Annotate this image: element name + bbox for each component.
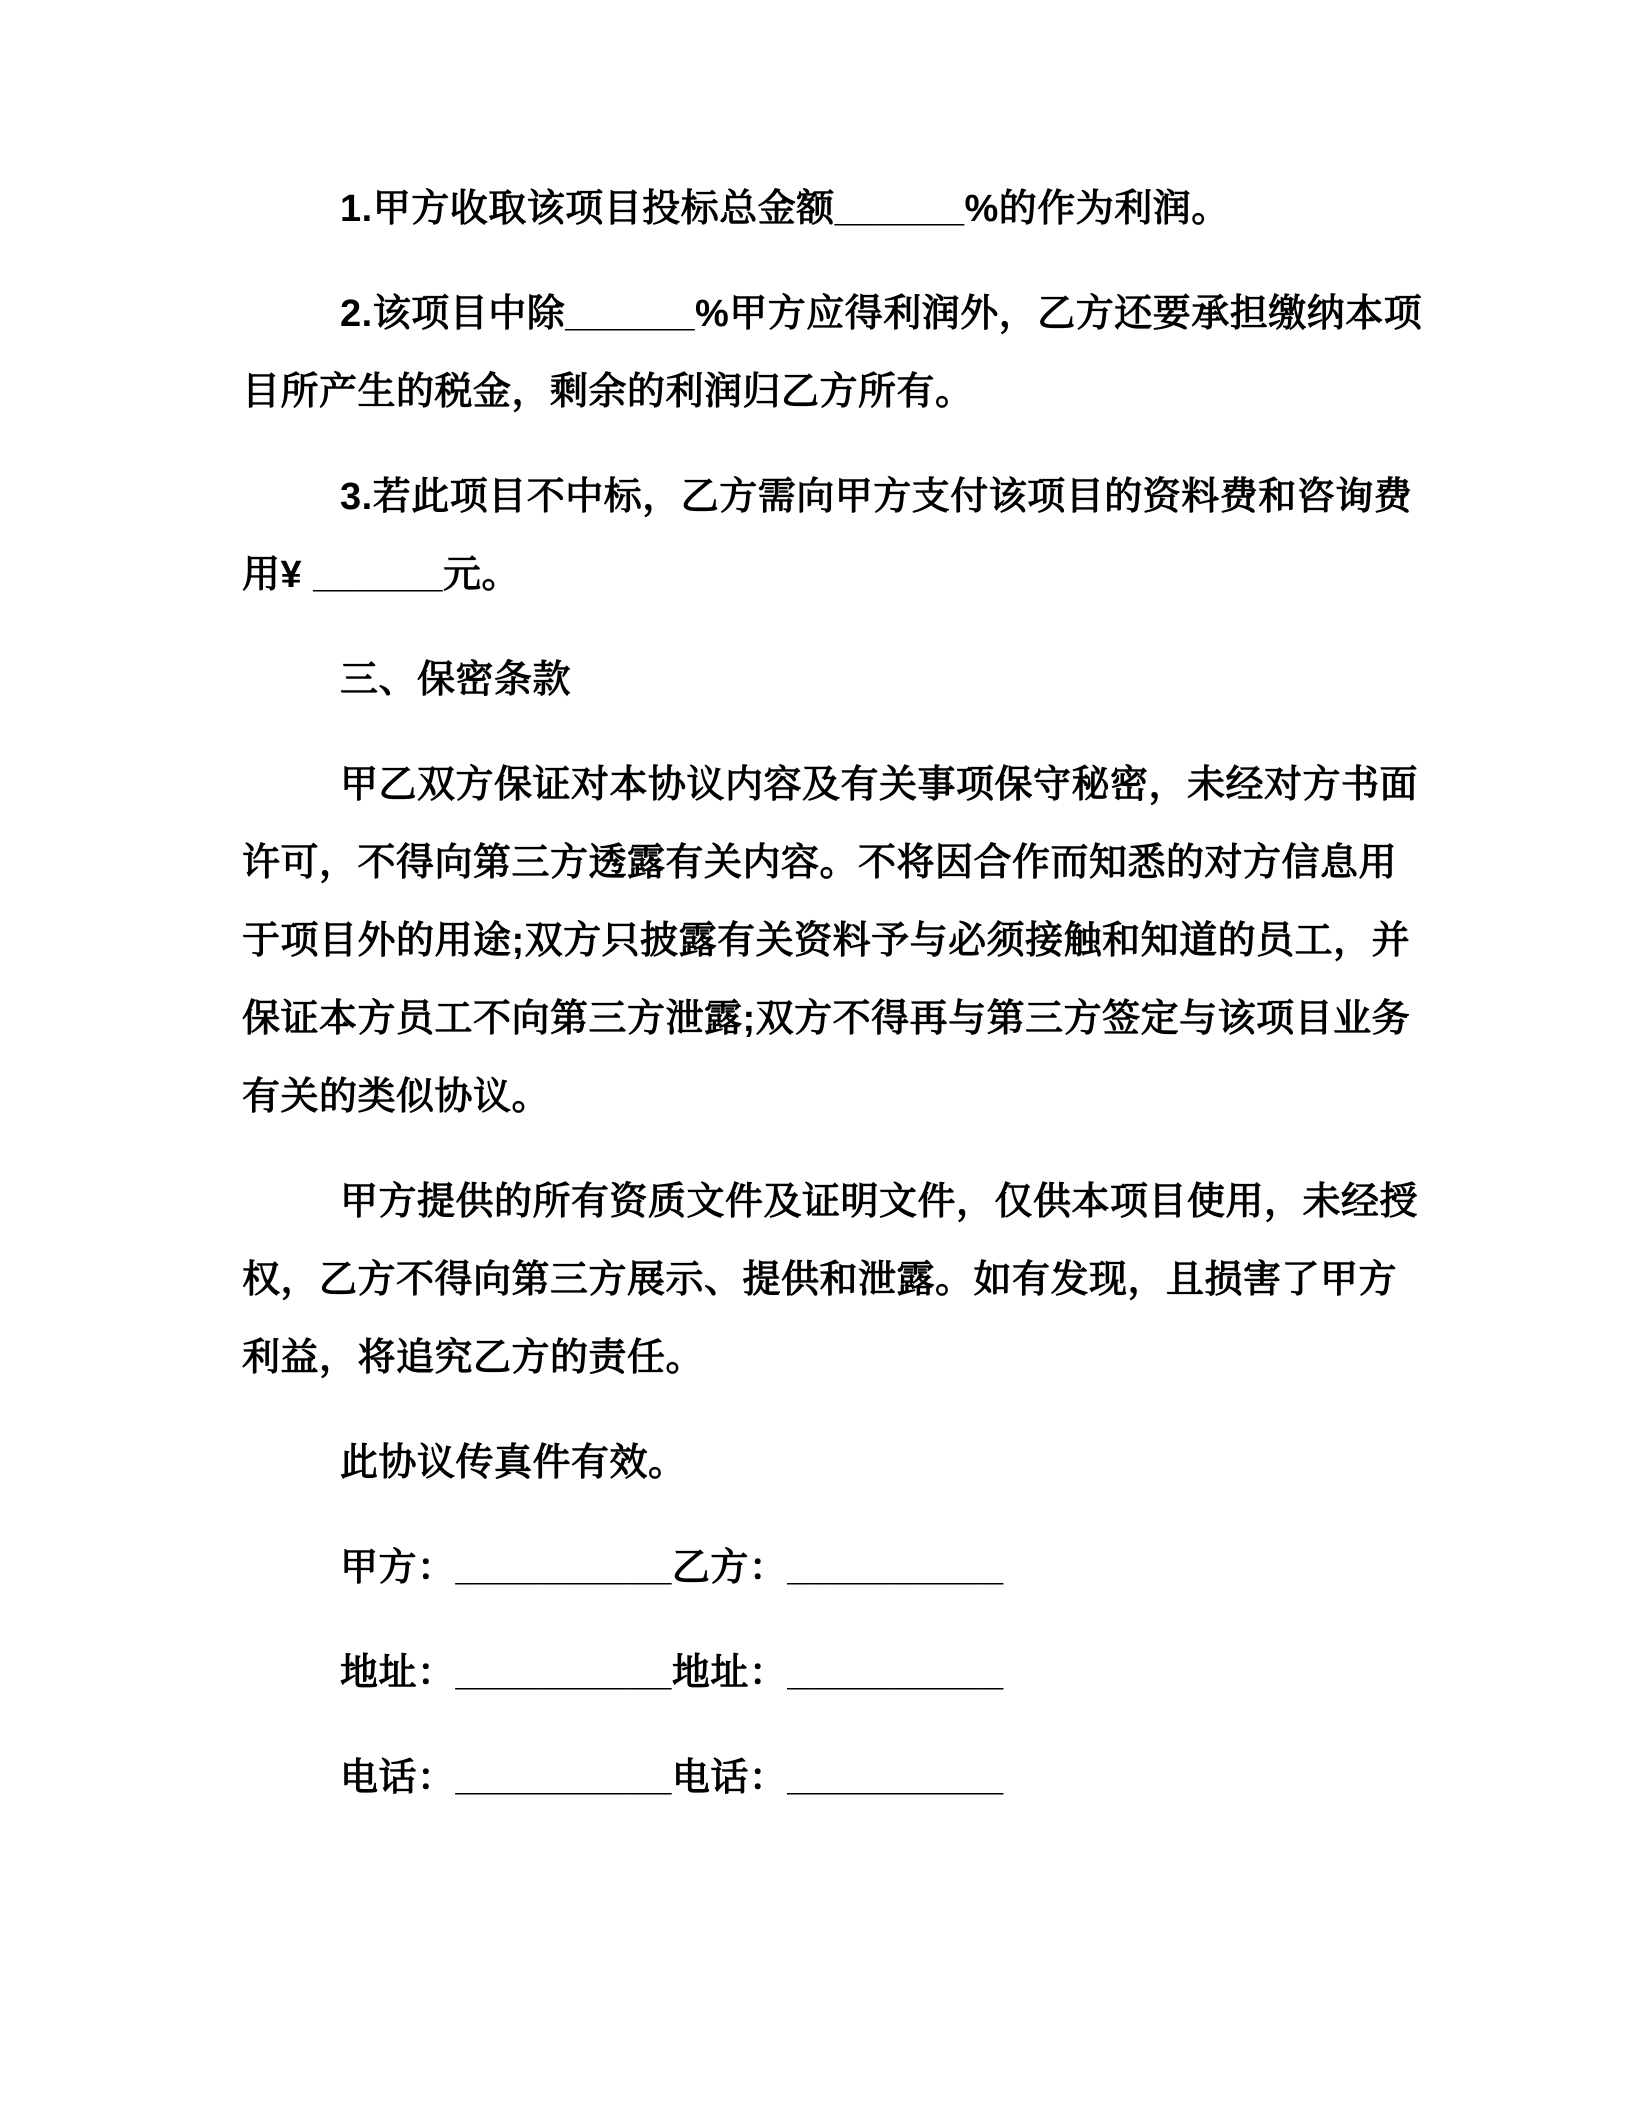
confidentiality-paragraph-1 [242, 746, 1419, 1136]
agreement-body [242, 170, 1423, 1817]
text-line: 3.若此项目不中标，乙方需向甲方支付该项目的资料费和咨询费 [340, 476, 1413, 518]
fax-validity-note [242, 1424, 1402, 1502]
text-line: 三、保密条款 [340, 659, 572, 701]
text-line: 有关的类似协议。 [242, 1076, 551, 1118]
text-line: 电话：__________电话：__________ [340, 1757, 1004, 1799]
clause-3-fee [242, 458, 1413, 614]
text-line: 1.甲方收取该项目投标总金额______%的作为利润。 [340, 188, 1230, 230]
text-line: 用¥ ______元。 [242, 554, 520, 596]
text-line: 目所产生的税金，剩余的利润归乙方所有。 [242, 371, 974, 413]
text-line: 许可，不得向第三方透露有关内容。不将因合作而知悉的对方信息用 [242, 842, 1398, 884]
text-line: 保证本方员工不向第三方泄露;双方不得再与第三方签定与该项目业务 [242, 998, 1411, 1040]
section-heading-confidentiality [242, 641, 1402, 719]
text-line: 此协议传真件有效。 [340, 1442, 687, 1484]
text-line: 2.该项目中除______%甲方应得利润外，乙方还要承担缴纳本项 [340, 293, 1423, 335]
text-line: 甲乙双方保证对本协议内容及有关事项保守秘密，未经对方书面 [340, 764, 1419, 806]
signature-line-address [242, 1634, 1402, 1712]
signature-line-party [242, 1529, 1402, 1607]
text-line: 权，乙方不得向第三方展示、提供和泄露。如有发现，且损害了甲方 [242, 1259, 1398, 1301]
confidentiality-paragraph-2 [242, 1163, 1419, 1397]
text-line: 甲方提供的所有资质文件及证明文件，仅供本项目使用，未经授 [340, 1181, 1419, 1223]
clause-2-tax [242, 275, 1423, 431]
text-line: 利益，将追究乙方的责任。 [242, 1337, 705, 1379]
text-line: 地址：__________地址：__________ [340, 1652, 1004, 1694]
text-line: 甲方：__________乙方：__________ [340, 1547, 1004, 1589]
text-line: 于项目外的用途;双方只披露有关资料予与必须接触和知道的员工，并 [242, 920, 1411, 962]
clause-1-profit [242, 170, 1402, 248]
signature-line-phone [242, 1739, 1402, 1817]
